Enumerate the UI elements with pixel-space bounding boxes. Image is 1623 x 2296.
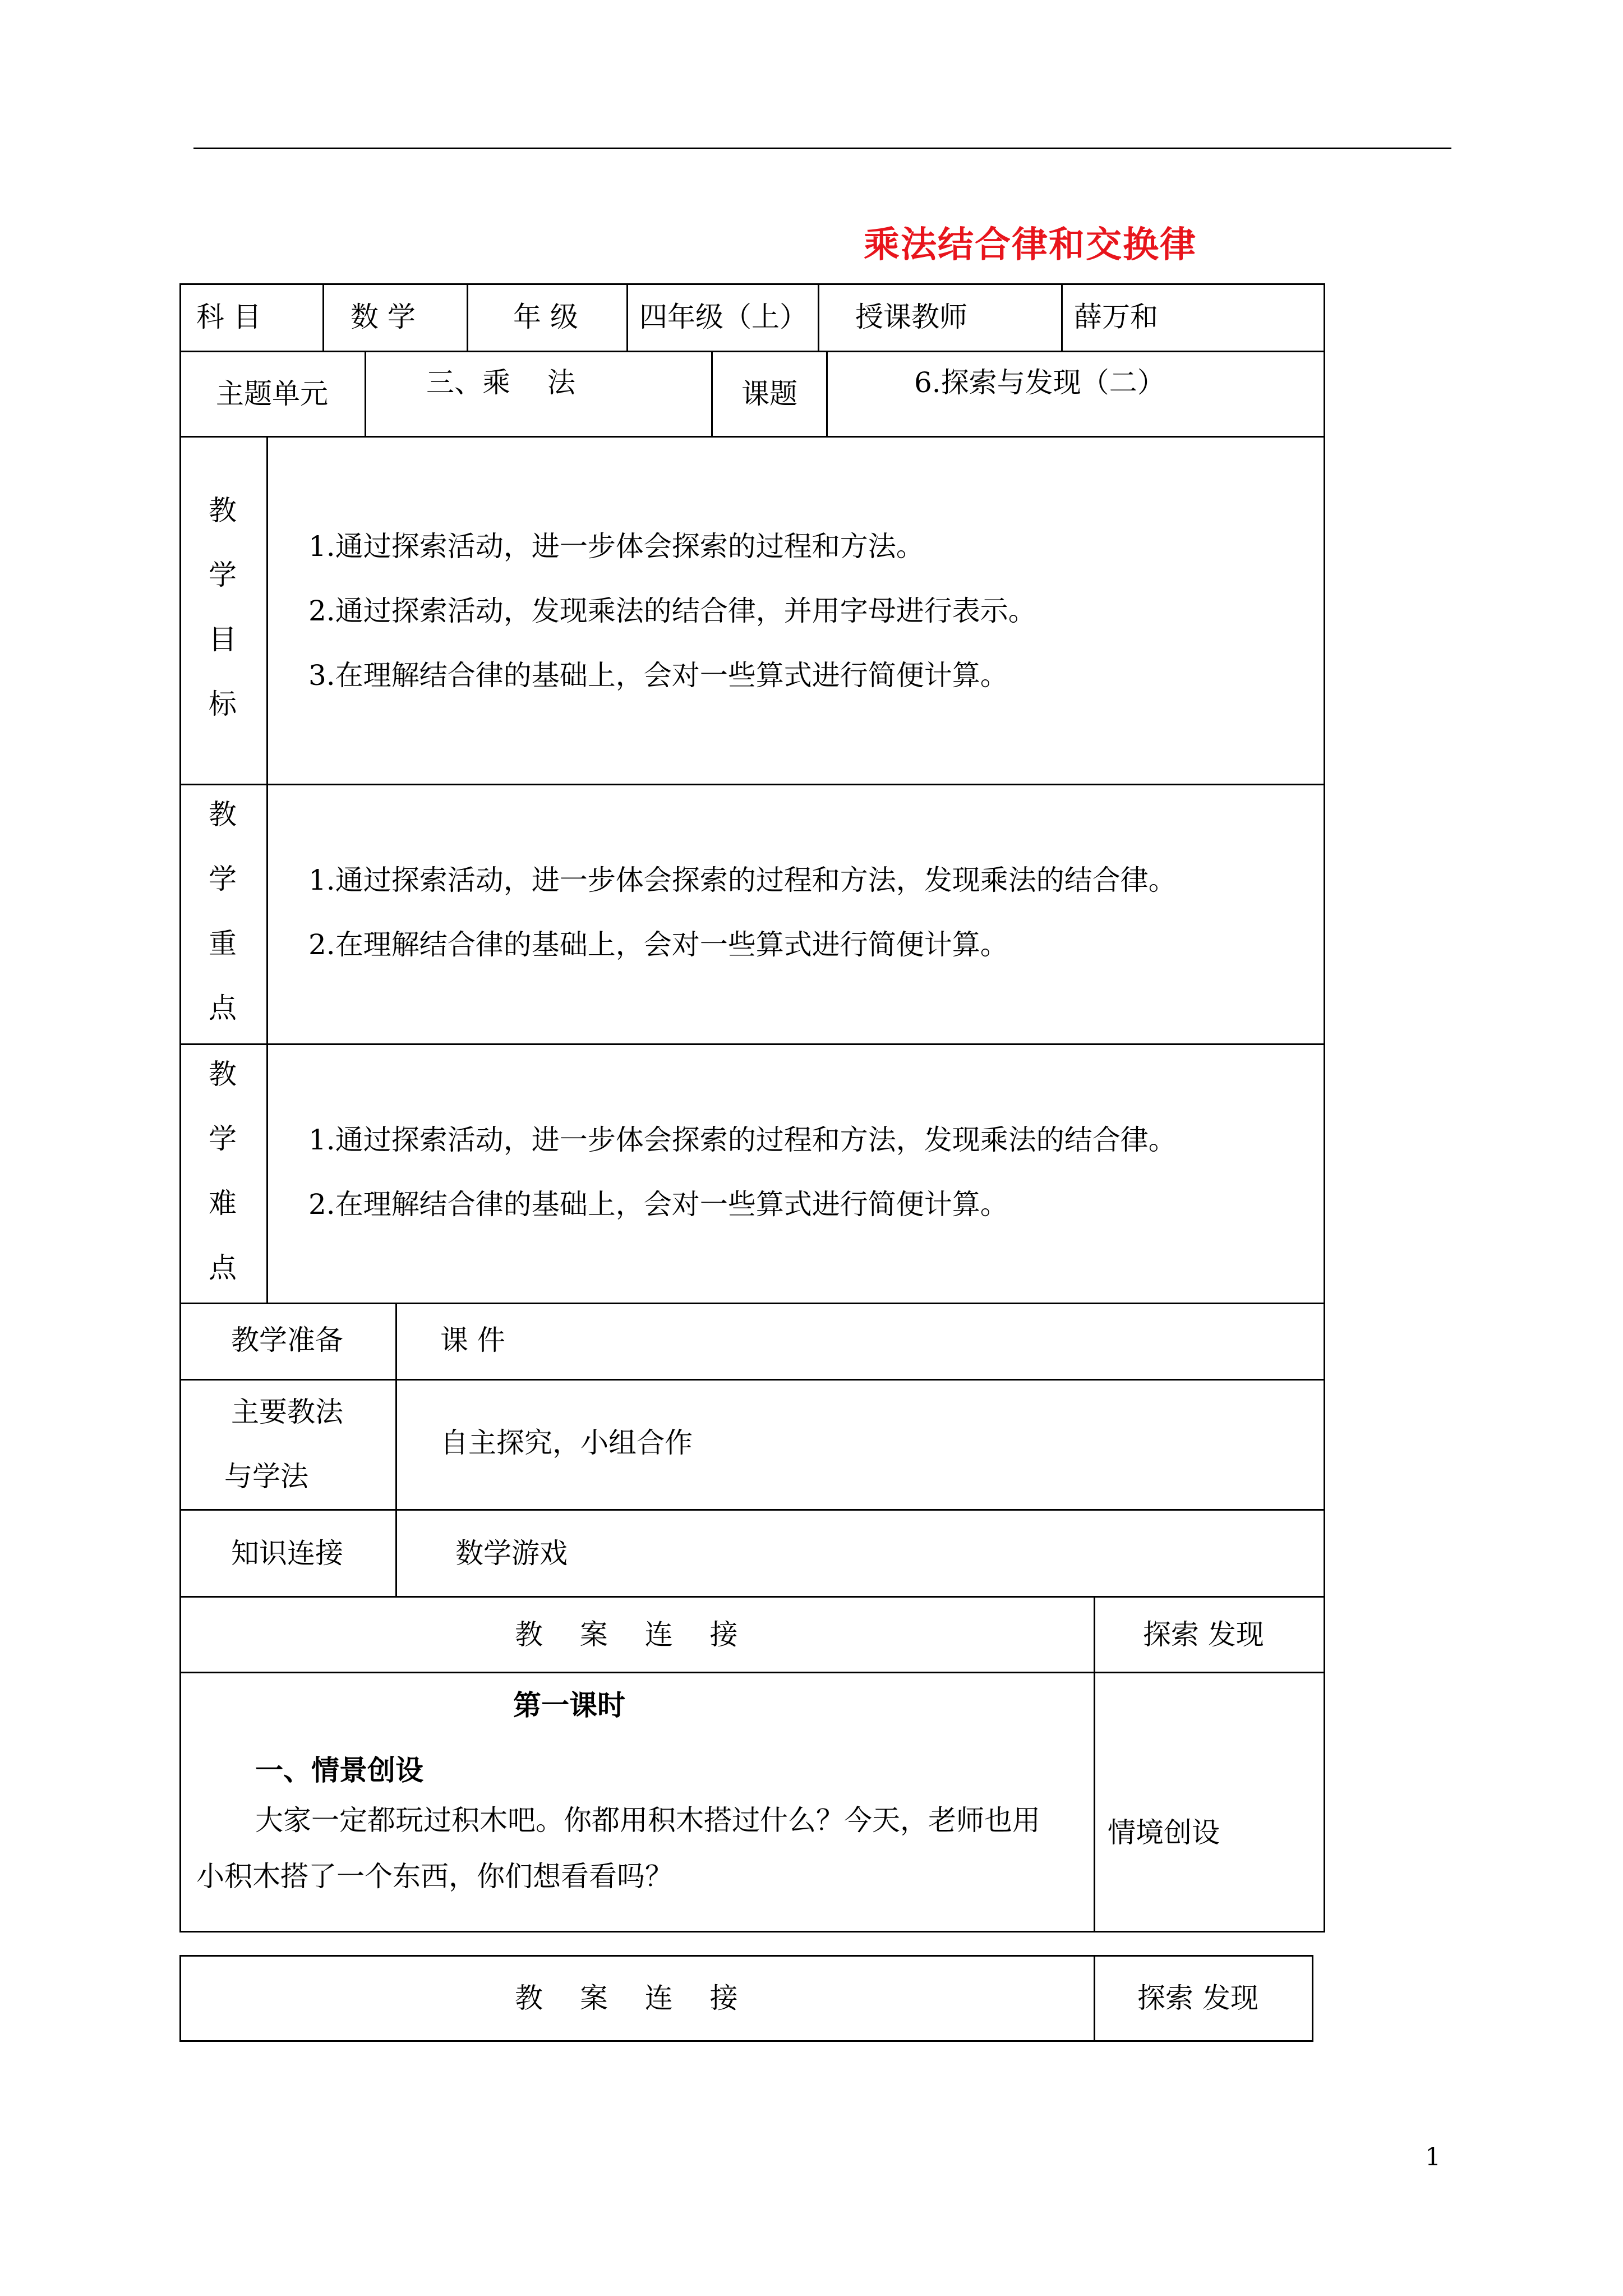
methods-label-line1: 主要教法 [231,1396,343,1428]
unit-value: 三、乘 法 [426,366,575,399]
preparation-label: 教学准备 [231,1324,343,1356]
knowledge-value: 数学游戏 [455,1537,568,1570]
preparation-value: 课 件 [440,1324,505,1356]
difficulty-item: 1.通过探索活动，进一步体会探索的过程和方法，发现乘法的结合律。 [308,1124,1177,1156]
methods-label-line2: 与学法 [224,1460,308,1493]
topic-label: 课题 [741,378,797,410]
key-point-item: 1.通过探索活动，进一步体会探索的过程和方法，发现乘法的结合律。 [308,864,1177,896]
document-title: 乘法结合律和交换律 [864,224,1197,266]
goal-item: 1.通过探索活动，进一步体会探索的过程和方法。 [308,530,924,563]
subject-value: 数 学 [351,301,416,333]
subject-label: 科 目 [196,301,261,333]
lesson-paragraph-line1: 大家一定都玩过积木吧。你都用积木搭过什么？今天，老师也用 [255,1804,1040,1837]
plan-header-left: 教 案 连 接 [515,1618,738,1651]
methods-value: 自主探究，小组合作 [440,1427,693,1459]
grade-label: 年 级 [513,301,578,333]
header-rule [193,148,1451,149]
topic-value: 6.探索与发现（二） [914,366,1165,399]
goals-label: 教 学 目 标 [209,494,237,720]
teacher-label: 授课教师 [855,301,967,333]
key-points-label: 教 学 重 点 [209,798,237,1024]
knowledge-label: 知识连接 [231,1537,343,1570]
lesson-side-note: 情境创设 [1108,1816,1220,1849]
key-point-item: 2.在理解结合律的基础上，会对一些算式进行简便计算。 [308,928,1008,961]
goal-item: 2.通过探索活动，发现乘法的结合律，并用字母进行表示。 [308,595,1036,627]
lesson-section-heading: 一、情景创设 [255,1754,423,1787]
lesson-period: 第一课时 [513,1688,625,1722]
grade-value: 四年级（上） [639,301,808,333]
teacher-value: 薛万和 [1074,301,1158,333]
goal-item: 3.在理解结合律的基础上，会对一些算式进行简便计算。 [308,659,1008,692]
unit-label: 主题单元 [216,378,328,410]
plan-header-right: 探索 发现 [1143,1618,1264,1651]
plan-header-2-right: 探索 发现 [1137,1982,1258,2014]
difficulties-label: 教 学 难 点 [209,1058,237,1284]
lesson-paragraph-line2: 小积木搭了一个东西，你们想看看吗？ [196,1860,673,1893]
difficulty-item: 2.在理解结合律的基础上，会对一些算式进行简便计算。 [308,1188,1008,1221]
page-number: 1 [1425,2143,1441,2171]
plan-header-2-left: 教 案 连 接 [515,1982,738,2014]
